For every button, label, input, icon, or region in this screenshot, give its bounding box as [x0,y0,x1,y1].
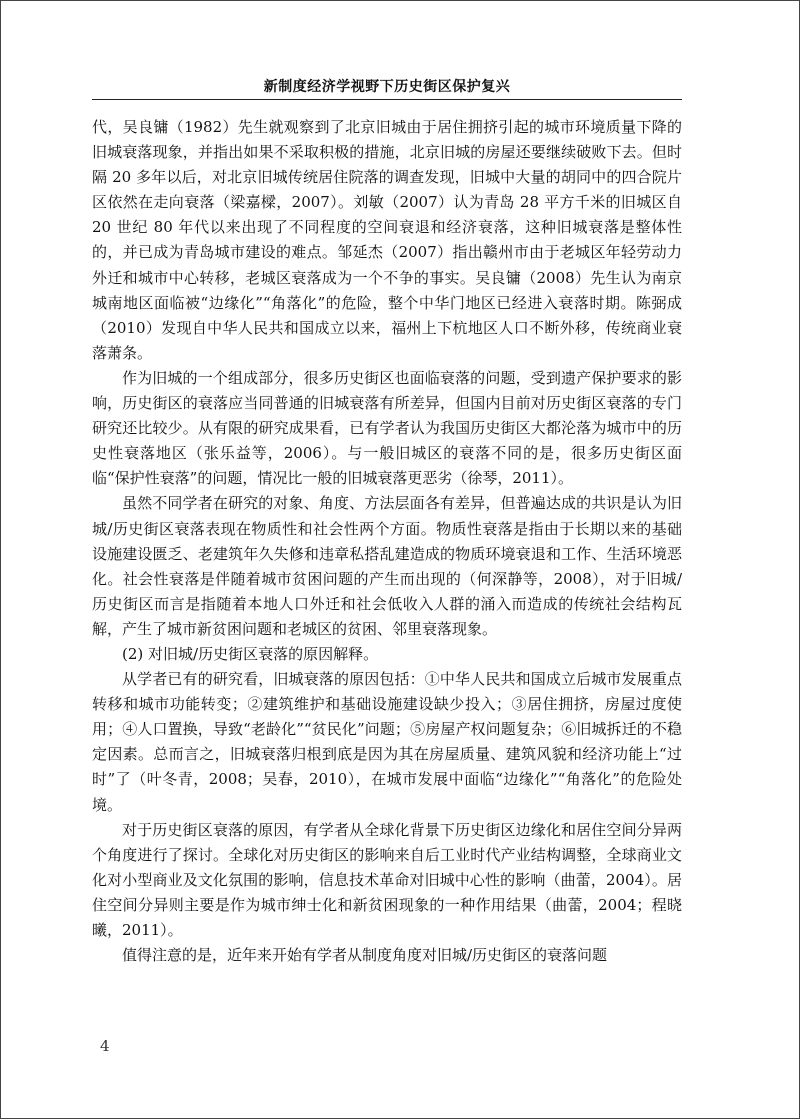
paragraph: 作为旧城的一个组成部分，很多历史街区也面临衰落的问题，受到遗产保护要求的影响，历史街区的衰落应当同普通的旧城衰落有所差异，但国内目前对历史街区衰落的专门研究还比较少。从有限的研究成果看，已有学者认为我国历史街区大都沦落为城市中的历史性衰落地区（张乐益等，2006）。与一般旧城区的衰落不同的是，很多历史街区面临“保护性衰落”的问题，情况比一般的旧城衰落更恶劣（徐琴，2011）。 [92,368,682,488]
running-header: 新制度经济学视野下历史街区保护复兴 [263,79,511,95]
section-heading: (2) 对旧城/历史街区衰落的原因解释。 [122,644,379,663]
header-rule [92,99,682,100]
paragraph: 从学者已有的研究看，旧城衰落的原因包括：①中华人民共和国成立后城市发展重点转移和城市功能转变；②建筑维护和基础设施建设缺少投入；③居住拥挤，房屋过度使用；④人口置换，导致“老龄化”“贫民化”问题；⑤房屋产权问题复杂；⑥旧城拆迁的不稳定因素。总而言之，旧城衰落归根到底是因为其在房屋质量、建筑风貌和经济功能上“过时”了（叶冬青，2008；吴春，2010），在城市发展中面临“边缘化”“角落化”的危险处境。 [92,670,682,814]
page-number: 4 [100,1037,110,1055]
paragraph-continued: 代，吴良镛（1982）先生就观察到了北京旧城由于居住拥挤引起的城市环境质量下降的旧城衰落现象，并指出如果不采取积极的措施，北京旧城的房屋还要继续破败下去。但时隔 20 多年以后，对北京旧城传统居住院落的调查发现，旧城中大量的胡同中的四合院片区依然在走向衰落（梁嘉樑，2007）。刘敏（2007）认为青岛 28 平方千米的旧城区自 20 世纪 80 年代以来出现了不同程度的空间衰退和经济衰落，这种旧城衰落是整体性的，并已成为青岛城市建设的难点。邹延杰（2007）指出赣州市由于老城区年轻劳动力外迁和城市中心转移，老城区衰落成为一个不争的事实。吴良镛（2008）先生认为南京城南地区面临被“边缘化”“角落化”的危险，整个中华门地区已经进入衰落时期。陈弼成（2010）发现自中华人民共和国成立以来，福州上下杭地区人口不断外移，传统商业衰落萧条。 [92,118,682,362]
paragraph: 虽然不同学者在研究的对象、角度、方法层面各有差异，但普遍达成的共识是认为旧城/历史街区衰落表现在物质性和社会性两个方面。物质性衰落是指由于长期以来的基础设施建设匮乏、老建筑年久失修和违章私搭乱建造成的物质环境衰退和工作、生活环境恶化。社会性衰落是伴随着城市贫困问题的产生而出现的（何深静等，2008），对于旧城/历史街区而言是指随着本地人口外迁和社会低收入人群的涌入而造成的传统社会结构瓦解，产生了城市新贫困问题和老城区的贫困、邻里衰落现象。 [92,494,682,638]
paragraph: 对于历史街区衰落的原因，有学者从全球化背景下历史街区边缘化和居住空间分异两个角度进行了探讨。全球化对历史街区的影响来自后工业时代产业结构调整，全球商业文化对小型商业及文化氛围的影响，信息技术革命对旧城中心性的影响（曲蕾，2004）。居住空间分异则主要是作为城市绅士化和新贫困现象的一种作用结果（曲蕾，2004；程晓曦，2011）。 [92,820,682,939]
paragraph: 值得注意的是，近年来开始有学者从制度角度对旧城/历史街区的衰落问题 [122,946,608,965]
body-text [92,115,682,968]
